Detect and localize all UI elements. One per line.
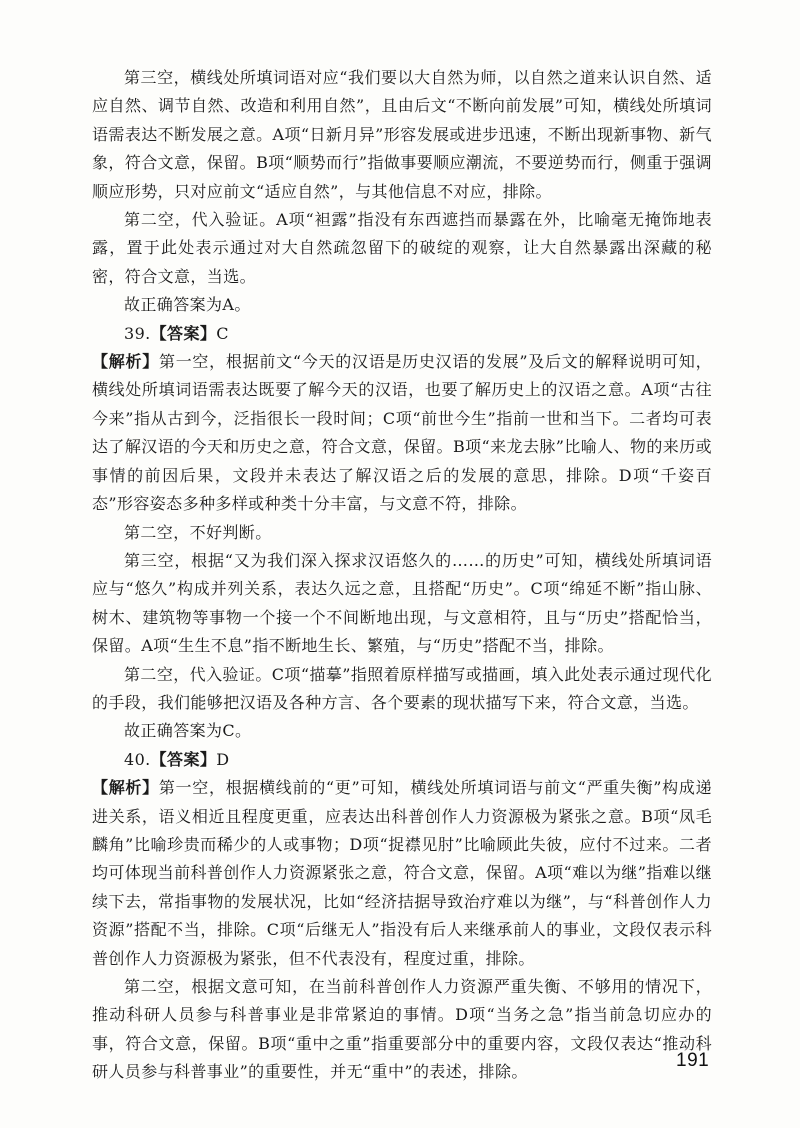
page-body bbox=[92, 64, 712, 1087]
paragraph-text: 第二空，根据文意可知，在当前科普创作人力资源严重失衡、不够用的情况下，推动科研人员参与科普事业是非常紧迫的事情。D项“当务之急”指当前急切应办的事，符合文意，保留。B项“重中之重”指重要部分中的重要内容，文段仅表达“推动科研人员参与科普事业”的重要性，并无“重中”的表述，排除。 bbox=[92, 977, 712, 1082]
paragraph-text: 第二空，代入验证。C项“描摹”指照着原样描写或描画，填入此处表示通过现代化的手段，我们能够把汉语及各种方言、各个要素的现状描写下来，符合文意，当选。 bbox=[92, 664, 712, 712]
answer-line-q39 bbox=[92, 320, 712, 348]
analysis-paragraph-q40 bbox=[92, 774, 712, 973]
answer-label: 【答案】 bbox=[150, 323, 217, 343]
paragraph-third-blank-q38 bbox=[92, 64, 712, 206]
paragraph-text: 第三空，横线处所填词语对应“我们要以大自然为师，以自然之道来认识自然、适应自然、调节自然、改造和利用自然”，且由后文“不断向前发展”可知，横线处所填词语需表达不断发展之意。A项“日新月异”形容发展或进步迅速，不断出现新事物、新气象，符合文意，保留。B项“顺势而行”指做事要顺应潮流，不要逆势而行，侧重于强调顺应形势，只对应前文“适应自然”，与其他信息不对应，排除。 bbox=[92, 68, 712, 201]
question-number: 39. bbox=[124, 323, 151, 343]
answer-value: C bbox=[216, 323, 229, 343]
paragraph-text: 第二空，不好判断。 bbox=[124, 522, 272, 542]
paragraph-text: 第一空，根据前文“今天的汉语是历史汉语的发展”及后文的解释说明可知，横线处所填词语需表达既要了解今天的汉语，也要了解历史上的汉语之意。A项“古往今来”指从古到今，泛指很长一段时间；C项“前世今生”指前一世和当下。二者均可表达了解汉语的今天和历史之意，符合文意，保留。B项“来龙去脉”比喻人、物的来历或事情的前因后果，文段并未表达了解汉语之后的发展的意思，排除。D项“千姿百态”形容姿态多种多样或种类十分丰富，与文意不符，排除。 bbox=[92, 352, 712, 514]
paragraph-text: 故正确答案为C。 bbox=[124, 721, 252, 741]
paragraph-second-blank-q39 bbox=[92, 519, 712, 547]
paragraph-verification-q39 bbox=[92, 661, 712, 718]
paragraph-text: 第三空，根据“又为我们深入探求汉语悠久的……的历史”可知，横线处所填词语应与“悠久”构成并列关系，表达久远之意，且搭配“历史”。C项“绵延不断”指山脉、树木、建筑物等事物一个接一个不间断地出现，与文意相符，且与“历史”搭配恰当，保留。A项“生生不息”指不断地生长、繁殖，与“历史”搭配不当，排除。 bbox=[92, 550, 712, 656]
paragraph-text: 故正确答案为A。 bbox=[124, 295, 251, 315]
paragraph-conclusion-q38 bbox=[92, 291, 712, 319]
answer-value: D bbox=[216, 749, 230, 769]
paragraph-conclusion-q39 bbox=[92, 717, 712, 745]
answer-label: 【答案】 bbox=[150, 749, 217, 769]
analysis-label: 【解析】 bbox=[92, 352, 159, 372]
paragraph-text: 第二空，代入验证。A项“袒露”指没有东西遮挡而暴露在外，比喻毫无掩饰地表露，置于此处表示通过对大自然疏忽留下的破绽的观察，让大自然暴露出深藏的秘密，符合文意，当选。 bbox=[92, 210, 712, 286]
page-number: 191 bbox=[676, 1050, 710, 1071]
analysis-paragraph-q39 bbox=[92, 348, 712, 518]
paragraph-second-blank-q38 bbox=[92, 206, 712, 291]
paragraph-second-blank-q40 bbox=[92, 973, 712, 1087]
analysis-label: 【解析】 bbox=[92, 778, 159, 798]
paragraph-third-blank-q39 bbox=[92, 547, 712, 661]
paragraph-text: 第一空，根据横线前的“更”可知，横线处所填词语与前文“严重失衡”构成递进关系，语义相近且程度更重，应表达出科普创作人力资源极为紧张之意。B项“凤毛麟角”比喻珍贵而稀少的人或事物；D项“捉襟见肘”比喻顾此失彼，应付不过来。二者均可体现当前科普创作人力资源紧张之意，符合文意，保留。A项“难以为继”指难以继续下去，常指事物的发展状况，比如“经济拮据导致治疗难以为继”，与“科普创作人力资源”搭配不当，排除。C项“后继无人”指没有后人来继承前人的事业，文段仅表示科普创作人力资源极为紧张，但不代表没有，程度过重，排除。 bbox=[92, 778, 712, 968]
answer-line-q40 bbox=[92, 746, 712, 774]
question-number: 40. bbox=[124, 749, 151, 769]
